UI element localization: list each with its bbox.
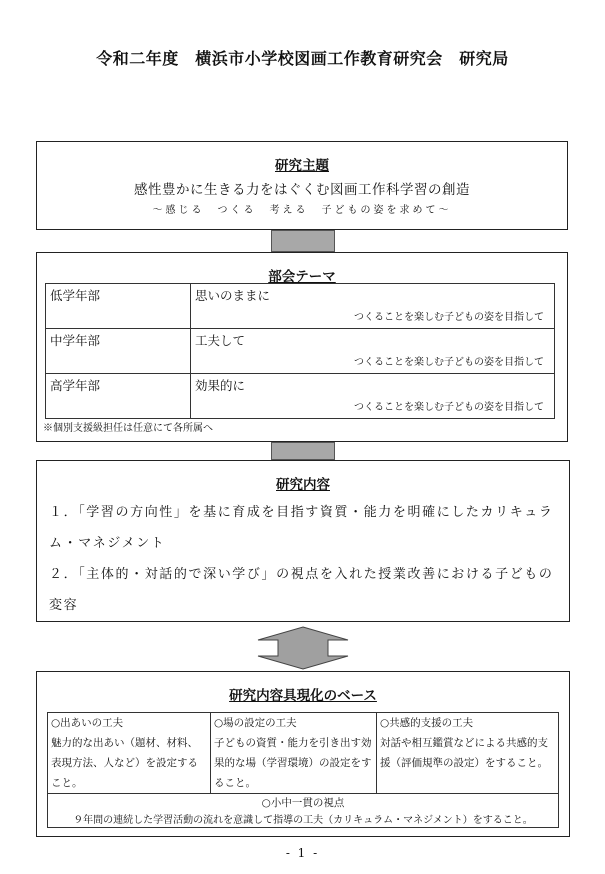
table-row xyxy=(46,284,555,329)
base-column-body: 対話や相互鑑賞などによる共感的支援（評価規準の設定）をすること。 xyxy=(380,737,548,769)
research-theme-main: 感性豊かに生きる力をはぐくむ図画工作科学習の創造 xyxy=(134,182,470,198)
consistency-title: ○小中一貫の視点 xyxy=(261,797,345,809)
base-column-body: 子どもの資質・能力を引き出す効果的な場（学習環境）の設定をすること。 xyxy=(214,737,372,789)
connector-bar xyxy=(271,230,335,252)
connector-bar xyxy=(271,442,335,460)
document-title: 令和二年度 横浜市小学校図画工作教育研究会 研究局 xyxy=(96,49,509,68)
grade-cell: 低学年部 xyxy=(46,284,191,329)
division-themes-table xyxy=(45,283,555,419)
division-themes-heading: 部会テーマ xyxy=(268,269,336,285)
research-content-item: １．「学習の方向性」を基に育成を目指す資質・能力を明確にしたカリキュラム・マネジメント xyxy=(49,505,554,551)
theme-subtext: つくることを楽しむ子どもの姿を目指して xyxy=(354,312,544,323)
grade-cell: 高学年部 xyxy=(46,374,191,419)
research-content-heading: 研究内容 xyxy=(276,477,330,493)
base-heading: 研究内容具現化のベース xyxy=(229,688,377,704)
theme-subtext: つくることを楽しむ子どもの姿を目指して xyxy=(354,357,544,368)
research-theme-subtitle: ～感じる つくる 考える 子どもの姿を求めて～ xyxy=(152,205,452,216)
base-column xyxy=(211,713,377,793)
research-theme-box xyxy=(36,141,568,230)
double-arrow-icon xyxy=(256,626,350,670)
research-theme-heading: 研究主題 xyxy=(275,158,329,174)
base-box xyxy=(36,671,570,837)
grade-cell: 中学年部 xyxy=(46,329,191,374)
theme-cell xyxy=(191,374,555,419)
consistency-row xyxy=(48,793,558,828)
theme-text: 効果的に xyxy=(195,378,246,393)
division-note: ※個別支援級担任は任意にて各所属へ xyxy=(43,423,213,434)
theme-cell xyxy=(191,284,555,329)
theme-cell xyxy=(191,329,555,374)
theme-subtext: つくることを楽しむ子どもの姿を目指して xyxy=(354,402,544,413)
research-content-item: ２．「主体的・対話的で深い学び」の視点を入れた授業改善における子どもの変容 xyxy=(49,567,554,613)
table-row xyxy=(46,329,555,374)
division-themes-table-wrap xyxy=(45,283,555,419)
base-column-title: ○共感的支援の工夫 xyxy=(380,717,474,729)
consistency-body: ９年間の連続した学習活動の流れを意識して指導の工夫（カリキュラム・マネジメント）をすること。 xyxy=(73,815,533,826)
base-grid xyxy=(47,712,559,828)
theme-text: 思いのままに xyxy=(195,288,271,303)
base-column-title: ○出あいの工夫 xyxy=(51,717,124,729)
page-number: - 1 - xyxy=(285,846,320,860)
base-column-title: ○場の設定の工夫 xyxy=(214,717,297,729)
research-content-box xyxy=(36,460,570,622)
division-themes-box xyxy=(36,252,568,442)
base-column xyxy=(377,713,558,793)
base-column-body: 魅力的な出あい（題材、材料、表現方法、人など）を設定すること。 xyxy=(51,737,198,789)
theme-text: 工夫して xyxy=(195,333,246,348)
base-column xyxy=(48,713,211,793)
table-row xyxy=(46,374,555,419)
